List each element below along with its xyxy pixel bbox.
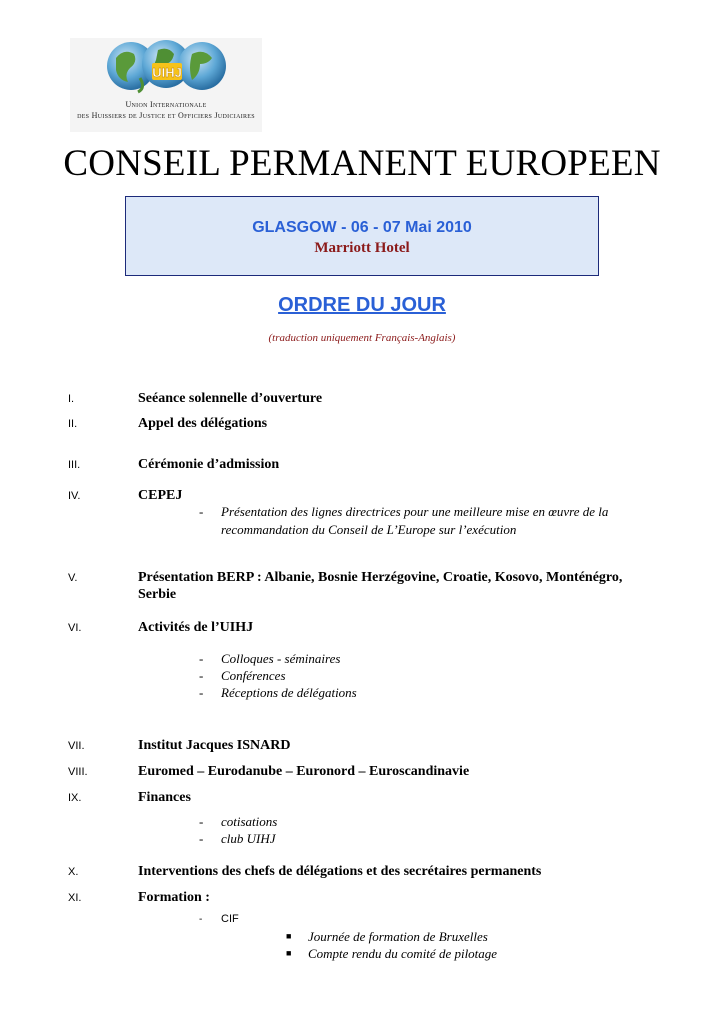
page-title: CONSEIL PERMANENT EUROPEEN — [63, 143, 661, 184]
event-box — [125, 196, 599, 276]
dash-bullet: - — [199, 914, 203, 925]
logo-acronym: UIHJ — [152, 65, 182, 80]
agenda-subsubitem: Compte rendu du comité de pilotage — [308, 946, 498, 961]
agenda-subitem: club UIHJ — [221, 831, 276, 846]
square-bullet-icon: ■ — [286, 948, 292, 958]
event-place-date: GLASGOW - 06 - 07 Mai 2010 — [252, 219, 472, 236]
agenda-subitem: Présentation des lignes directrices pour une meilleure mise en œuvre de la recommandation du Conseil de L’Europe sur l’exécution — [221, 504, 609, 537]
square-bullet-icon: ■ — [286, 931, 292, 941]
agenda-item-number: III. — [68, 459, 81, 471]
agenda-item-label: Seéance solennelle d’ouverture — [138, 391, 323, 406]
uihj-logo — [70, 38, 262, 132]
agenda-item-label: Finances — [138, 790, 191, 805]
agenda-item-number: XI. — [68, 892, 82, 904]
agenda-item-label: Interventions des chefs de délégations et des secrétaires permanents — [138, 864, 542, 879]
agenda-subitem: cotisations — [221, 814, 278, 829]
logo-line1: Union Internationale — [125, 100, 207, 109]
agenda-item-label: Appel des délégations — [138, 416, 268, 431]
agenda-item-number: II. — [68, 418, 78, 430]
agenda-subitem: Conférences — [221, 668, 286, 683]
agenda-item-number: IV. — [68, 490, 81, 502]
agenda-item-number: IX. — [68, 792, 82, 804]
agenda-item-label: CEPEJ — [138, 488, 183, 503]
agenda-subitem: Réceptions de délégations — [221, 685, 357, 700]
agenda-item-number: X. — [68, 866, 79, 878]
dash-bullet: - — [199, 831, 204, 846]
logo-line2: des Huissiers de Justice et Officiers Judiciaires — [77, 111, 255, 120]
agenda-item-number: VIII. — [68, 766, 88, 778]
agenda-item-label: Institut Jacques ISNARD — [138, 738, 291, 753]
dash-bullet: - — [199, 685, 204, 700]
agenda-item-label: Présentation BERP : Albanie, Bosnie Herzégovine, Croatie, Kosovo, Monténégro, Serbie — [138, 570, 623, 602]
event-venue: Marriott Hotel — [314, 240, 410, 256]
agenda-item-label: Formation : — [138, 890, 210, 905]
agenda-subitem: Colloques - séminaires — [221, 651, 341, 666]
dash-bullet: - — [199, 504, 204, 519]
agenda-item-number: VII. — [68, 740, 85, 752]
agenda-item-label: Cérémonie d’admission — [138, 457, 280, 472]
agenda-item-label: Activités de l’UIHJ — [138, 620, 254, 635]
dash-bullet: - — [199, 651, 204, 666]
agenda-item-label: Euromed – Eurodanube – Euronord – Euroscandinavie — [138, 764, 470, 779]
agenda-heading: ORDRE DU JOUR — [278, 294, 446, 316]
agenda-item-number: I. — [68, 393, 75, 405]
agenda-item-number: V. — [68, 572, 78, 584]
agenda-note: (traduction uniquement Français-Anglais) — [268, 332, 456, 344]
agenda-subsubitem: Journée de formation de Bruxelles — [308, 929, 488, 944]
dash-bullet: - — [199, 814, 204, 829]
agenda-subitem: CIF — [221, 913, 239, 925]
agenda-item-number: VI. — [68, 622, 82, 634]
dash-bullet: - — [199, 668, 204, 683]
